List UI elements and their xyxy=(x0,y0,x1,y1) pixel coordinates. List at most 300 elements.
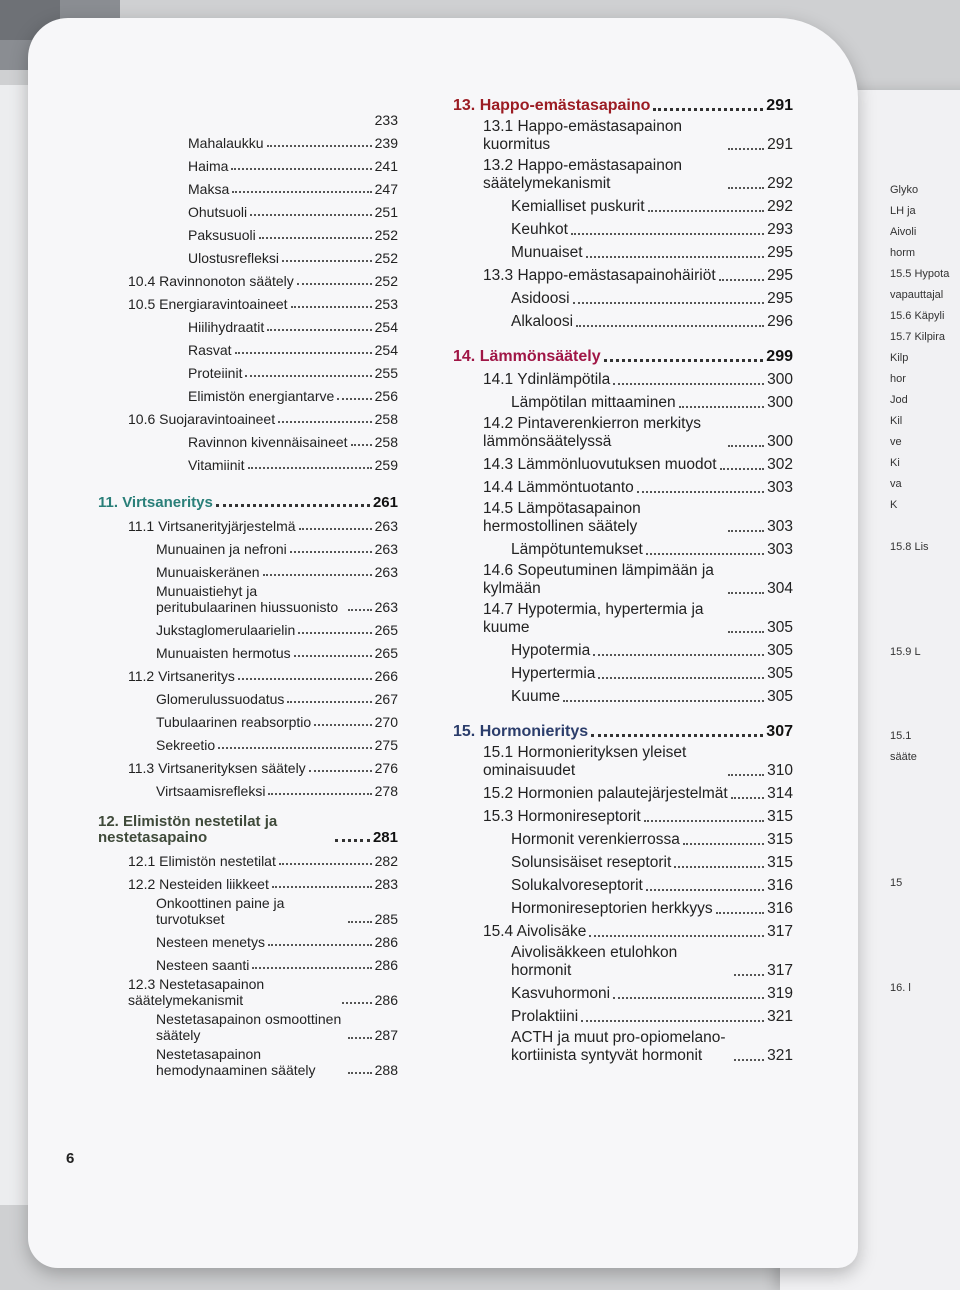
toc-entry-page: 258 xyxy=(374,434,398,450)
leader-dots xyxy=(728,148,764,150)
toc-entry-label: Alkaloosi xyxy=(511,313,574,330)
leader-dots xyxy=(653,108,763,111)
toc-entry[interactable] xyxy=(98,404,398,427)
leader-dots xyxy=(674,866,764,868)
toc-entry-page: 266 xyxy=(374,668,398,684)
toc-entry[interactable] xyxy=(453,115,793,154)
toc-entry-page: 278 xyxy=(374,783,398,799)
toc-entry[interactable] xyxy=(453,412,793,451)
toc-entry-page: 263 xyxy=(374,564,398,580)
toc-entry-page: 281 xyxy=(372,829,398,846)
leader-dots xyxy=(250,214,371,216)
leader-dots xyxy=(728,774,764,776)
toc-entry[interactable] xyxy=(453,366,793,389)
toc-entry[interactable] xyxy=(98,358,398,381)
right-page-text: 15.7 Kilpira xyxy=(890,331,946,343)
toc-entry[interactable] xyxy=(98,846,398,869)
toc-entry-page: 305 xyxy=(767,619,793,636)
toc-entry-page: 315 xyxy=(767,808,793,825)
toc-entry[interactable] xyxy=(98,753,398,776)
toc-entry-label: Glomerulussuodatus xyxy=(156,691,285,707)
toc-entry[interactable] xyxy=(453,683,793,706)
toc-entry-label: Kasvuhormoni xyxy=(511,985,611,1002)
toc-entry-label: 14.5 Lämpötasapainon hermostollinen säätely xyxy=(483,500,641,535)
leader-dots xyxy=(646,889,764,891)
toc-entry-page: 263 xyxy=(374,518,398,534)
toc-entry[interactable] xyxy=(98,534,398,557)
toc-entry-page: 261 xyxy=(372,494,398,511)
toc-entry[interactable] xyxy=(453,849,793,872)
leader-dots xyxy=(720,468,765,470)
toc-entry-page: 287 xyxy=(374,1027,398,1043)
toc-entry[interactable] xyxy=(98,661,398,684)
toc-entry[interactable] xyxy=(98,892,398,927)
leader-dots xyxy=(679,406,765,408)
toc-chapter[interactable] xyxy=(453,343,793,366)
right-page-text: 16. l xyxy=(890,982,911,994)
leader-dots xyxy=(586,256,765,258)
toc-entry-page: 295 xyxy=(767,267,793,284)
toc-entry-page: 317 xyxy=(767,962,793,979)
leader-dots xyxy=(298,632,371,634)
toc-entry[interactable] xyxy=(98,128,398,151)
toc-entry-page: 291 xyxy=(766,97,793,114)
toc-entry[interactable] xyxy=(453,803,793,826)
toc-entry[interactable] xyxy=(98,450,398,473)
toc-entry[interactable] xyxy=(453,536,793,559)
toc-entry-label: Solunsisäiset reseptorit xyxy=(511,854,672,871)
toc-entry[interactable] xyxy=(98,684,398,707)
toc-entry[interactable] xyxy=(98,557,398,580)
toc-entry-label: 11.3 Virtsanerityksen säätely xyxy=(128,760,306,776)
toc-entry[interactable] xyxy=(98,1043,398,1078)
right-page-text: Aivoli xyxy=(890,226,917,238)
toc-entry[interactable] xyxy=(98,197,398,220)
toc-left-column xyxy=(98,110,398,1078)
page-number: 6 xyxy=(66,1150,75,1167)
toc-entry-page: 283 xyxy=(374,876,398,892)
leader-dots xyxy=(719,279,764,281)
toc-entry-page: 267 xyxy=(374,691,398,707)
toc-entry-page: 265 xyxy=(374,622,398,638)
leader-dots xyxy=(342,1002,372,1004)
toc-entry[interactable] xyxy=(98,927,398,950)
toc-entry-page: 258 xyxy=(374,411,398,427)
toc-entry[interactable] xyxy=(98,511,398,534)
right-page-text: ve xyxy=(890,436,902,448)
toc-entry[interactable] xyxy=(98,615,398,638)
toc-entry-page: 263 xyxy=(374,599,398,615)
leader-dots xyxy=(268,944,372,946)
right-page-text: 15.5 Hypota xyxy=(890,268,950,280)
leader-dots xyxy=(299,528,372,530)
right-page-text: LH ja xyxy=(890,205,916,217)
toc-entry[interactable] xyxy=(98,638,398,661)
toc-entry[interactable] xyxy=(98,335,398,358)
toc-entry-label: 14.2 Pintaverenkierron merkitys lämmönsäätelyssä xyxy=(483,415,701,450)
toc-entry[interactable] xyxy=(453,826,793,849)
toc-entry-label: Maksa xyxy=(188,181,230,197)
toc-entry-page: 303 xyxy=(767,518,793,535)
toc-entry-page: 319 xyxy=(767,985,793,1002)
toc-entry-page: 304 xyxy=(767,580,793,597)
leader-dots xyxy=(593,654,764,656)
toc-chapter[interactable] xyxy=(98,811,398,846)
right-page-text xyxy=(890,936,960,957)
toc-entry-label: Ohutsuoli xyxy=(188,204,248,220)
right-page-text: 15.1 xyxy=(890,730,912,742)
leader-dots xyxy=(268,793,371,795)
toc-entry-page: 270 xyxy=(374,714,398,730)
leader-dots xyxy=(348,1037,372,1039)
leader-dots xyxy=(216,504,370,507)
toc-entry-label: 10.6 Suojaravintoaineet xyxy=(128,411,276,427)
toc-entry[interactable] xyxy=(453,239,793,262)
toc-entry-page: 253 xyxy=(374,296,398,312)
toc-entry-label: 14.4 Lämmöntuotanto xyxy=(483,479,634,496)
leader-dots xyxy=(581,1020,764,1022)
toc-entry-label: Nestetasapainon osmoottinen säätely xyxy=(156,1011,342,1043)
toc-entry-page: 300 xyxy=(767,433,793,450)
toc-entry-page: 282 xyxy=(374,853,398,869)
toc-entry-label: 13.3 Happo-emästasapainohäiriöt xyxy=(483,267,716,284)
toc-entry-label: 14. Lämmönsäätely xyxy=(453,348,601,365)
toc-entry-label: 15.4 Aivolisäke xyxy=(483,923,587,940)
right-page-text xyxy=(890,600,960,621)
toc-entry-label: 12.2 Nesteiden liikkeet xyxy=(128,876,269,892)
toc-entry-page: 255 xyxy=(374,365,398,381)
leader-dots xyxy=(272,886,372,888)
toc-entry[interactable] xyxy=(98,427,398,450)
toc-entry[interactable] xyxy=(453,980,793,1003)
toc-entry-page: 247 xyxy=(374,181,398,197)
toc-entry-label: Munuaisten hermotus xyxy=(156,645,291,661)
toc-entry[interactable] xyxy=(98,151,398,174)
toc-entry-page: 293 xyxy=(767,221,793,238)
toc-entry-label: Ulostusrefleksi xyxy=(188,250,280,266)
toc-entry-label: Prolaktiini xyxy=(511,1008,579,1025)
leader-dots xyxy=(637,491,764,493)
toc-entry-label: Vitamiinit xyxy=(188,457,245,473)
leader-dots xyxy=(294,655,372,657)
toc-entry-label: Munuaistiehyt ja peritubulaarinen hiussuonisto xyxy=(156,583,339,615)
toc-entry-page: 275 xyxy=(374,737,398,753)
toc-entry-page: 315 xyxy=(767,831,793,848)
leader-dots xyxy=(648,210,765,212)
leader-dots xyxy=(252,967,371,969)
right-page-text xyxy=(890,810,960,831)
toc-entry-label: Asidoosi xyxy=(511,290,570,307)
leader-dots xyxy=(644,820,764,822)
toc-entry-label: 12. Elimistön nestetilat ja nestetasapaino xyxy=(98,813,278,846)
leader-dots xyxy=(728,592,764,594)
toc-entry-page: 276 xyxy=(374,760,398,776)
right-page-text: Jod xyxy=(890,394,908,406)
toc-entry[interactable] xyxy=(98,730,398,753)
toc-chapter[interactable] xyxy=(98,485,398,511)
right-page-text xyxy=(890,831,960,852)
toc-entry-page: 288 xyxy=(374,1062,398,1078)
toc-entry-page: 233 xyxy=(374,112,398,128)
toc-entry[interactable] xyxy=(98,381,398,404)
toc-entry-label: 13.2 Happo-emästasapainon säätelymekanismit xyxy=(483,157,683,192)
right-page-text: 15.8 Lis xyxy=(890,541,929,553)
leader-dots xyxy=(728,530,764,532)
toc-entry-page: 263 xyxy=(374,541,398,557)
toc-entry-page: 292 xyxy=(767,198,793,215)
toc-entry-label: Lämpötuntemukset xyxy=(511,541,643,558)
toc-entry-label: 11.2 Virtsaneritys xyxy=(128,668,235,684)
leader-dots xyxy=(245,375,371,377)
toc-entry[interactable] xyxy=(98,1008,398,1043)
toc-entry-label: Solukalvoreseptorit xyxy=(511,877,643,894)
leader-dots xyxy=(267,145,372,147)
toc-entry-page: 300 xyxy=(767,394,793,411)
leader-dots xyxy=(573,302,765,304)
toc-entry-label: 14.1 Ydinlämpötila xyxy=(483,371,611,388)
toc-entry-label: Hormonit verenkierrossa xyxy=(511,831,680,848)
toc-entry-label: 11. Virtsaneritys xyxy=(98,494,213,511)
right-page-text xyxy=(890,558,960,579)
toc-entry-page: 259 xyxy=(374,457,398,473)
leader-dots xyxy=(598,677,764,679)
leader-dots xyxy=(646,553,764,555)
leader-dots xyxy=(248,467,372,469)
toc-entry[interactable] xyxy=(98,312,398,335)
toc-entry-page: 321 xyxy=(767,1047,793,1064)
leader-dots xyxy=(683,843,764,845)
leader-dots xyxy=(231,168,371,170)
toc-entry-page: 252 xyxy=(374,250,398,266)
toc-entry[interactable] xyxy=(453,285,793,308)
leader-dots xyxy=(716,912,765,914)
leader-dots xyxy=(348,921,372,923)
toc-entry[interactable] xyxy=(453,193,793,216)
leader-dots xyxy=(267,329,371,331)
toc-entry-label: Virtsaamisrefleksi xyxy=(156,783,266,799)
leader-dots xyxy=(591,734,763,737)
toc-entry[interactable] xyxy=(453,780,793,803)
toc-entry-label: Haima xyxy=(188,158,229,174)
toc-entry-page: 265 xyxy=(374,645,398,661)
toc-entry[interactable] xyxy=(453,918,793,941)
right-page-text: 15.9 L xyxy=(890,646,921,658)
toc-entry-label: 13. Happo-emästasapaino xyxy=(453,97,651,114)
toc-entry-page: 251 xyxy=(374,204,398,220)
toc-entry-label: Nestetasapainon hemodynaaminen säätely xyxy=(156,1046,316,1078)
toc-entry[interactable] xyxy=(453,637,793,660)
right-page-text: 15.6 Käpyli xyxy=(890,310,945,322)
toc-entry-page: 316 xyxy=(767,900,793,917)
toc-entry-page: 302 xyxy=(767,456,793,473)
toc-entry-page: 252 xyxy=(374,273,398,289)
toc-middle-column xyxy=(453,80,793,1065)
toc-entry-page: 291 xyxy=(767,136,793,153)
toc-entry[interactable] xyxy=(453,741,793,780)
right-page-text: 15 xyxy=(890,877,903,889)
toc-entry[interactable] xyxy=(98,973,398,1008)
toc-entry-page: 316 xyxy=(767,877,793,894)
leader-dots xyxy=(263,574,372,576)
leader-dots xyxy=(571,233,764,235)
toc-entry-label: 14.3 Lämmönluovutuksen muodot xyxy=(483,456,717,473)
leader-dots xyxy=(734,1059,764,1061)
right-page-text xyxy=(890,789,960,810)
toc-entry[interactable] xyxy=(98,174,398,197)
leader-dots xyxy=(734,974,764,976)
right-page-text xyxy=(890,957,960,978)
toc-entry-label: Kuume xyxy=(511,688,561,705)
right-page-text xyxy=(890,663,960,684)
toc-entry-label: Sekreetio xyxy=(156,737,216,753)
toc-entry[interactable] xyxy=(453,1026,793,1065)
toc-entry[interactable] xyxy=(98,266,398,289)
right-page-text: Ki xyxy=(890,457,900,469)
toc-entry-page: 314 xyxy=(767,785,793,802)
toc-entry[interactable] xyxy=(453,1003,793,1026)
toc-entry-label: 15.1 Hormonierityksen yleiset ominaisuudet xyxy=(483,744,687,779)
leader-dots xyxy=(589,935,764,937)
toc-entry-page: 305 xyxy=(767,688,793,705)
toc-entry-page: 292 xyxy=(767,175,793,192)
toc-entry-page: 317 xyxy=(767,923,793,940)
leader-dots xyxy=(576,325,764,327)
toc-entry[interactable] xyxy=(98,580,398,615)
toc-entry-page: 286 xyxy=(374,992,398,1008)
right-page-text xyxy=(890,894,960,915)
leader-dots xyxy=(282,260,372,262)
right-page-text: Kil xyxy=(890,415,903,427)
toc-entry-label: Aivolisäkkeen etulohkon hormonit xyxy=(511,944,678,979)
toc-entry-label: 15. Hormonieritys xyxy=(453,723,589,740)
leader-dots xyxy=(728,445,764,447)
toc-entry-page: 286 xyxy=(374,957,398,973)
toc-entry-label: 10.5 Energiaravintoaineet xyxy=(128,296,288,312)
leader-dots xyxy=(348,1072,372,1074)
leader-dots xyxy=(613,997,764,999)
toc-chapter[interactable] xyxy=(453,92,793,115)
toc-entry-label: Jukstaglomerulaarielin xyxy=(156,622,296,638)
leader-dots xyxy=(731,797,764,799)
toc-entry[interactable] xyxy=(453,216,793,239)
right-page-text xyxy=(890,579,960,600)
right-page-text: hor xyxy=(890,373,906,385)
right-page-text: Kilp xyxy=(890,352,909,364)
toc-entry-page: 295 xyxy=(767,290,793,307)
toc-entry[interactable] xyxy=(453,389,793,412)
leader-dots xyxy=(235,352,372,354)
toc-entry-label: Keuhkot xyxy=(511,221,568,238)
right-page-text: K xyxy=(890,499,898,511)
leader-dots xyxy=(309,770,372,772)
toc-entry[interactable] xyxy=(453,660,793,683)
right-page-text xyxy=(890,516,960,537)
right-page-text: horm xyxy=(890,247,916,259)
toc-entry[interactable] xyxy=(453,598,793,637)
leader-dots xyxy=(351,444,372,446)
toc-entry[interactable] xyxy=(453,474,793,497)
toc-entry[interactable] xyxy=(453,872,793,895)
right-page-text xyxy=(890,768,960,789)
toc-page-ref xyxy=(98,110,398,128)
toc-entry-page: 295 xyxy=(767,244,793,261)
toc-page xyxy=(28,18,858,1268)
leader-dots xyxy=(335,839,370,842)
toc-entry-page: 310 xyxy=(767,762,793,779)
right-page-text: vapauttajal xyxy=(890,289,944,301)
toc-entry-label: Tubulaarinen reabsorptio xyxy=(156,714,312,730)
leader-dots xyxy=(259,237,372,239)
toc-entry-page: 321 xyxy=(767,1008,793,1025)
toc-entry[interactable] xyxy=(453,308,793,331)
toc-entry[interactable] xyxy=(98,869,398,892)
toc-entry-page: 315 xyxy=(767,854,793,871)
leader-dots xyxy=(238,678,372,680)
toc-entry[interactable] xyxy=(98,950,398,973)
leader-dots xyxy=(728,631,764,633)
leader-dots xyxy=(291,306,372,308)
toc-entry-page: 296 xyxy=(767,313,793,330)
toc-entry[interactable] xyxy=(453,451,793,474)
toc-entry[interactable] xyxy=(453,497,793,536)
toc-entry[interactable] xyxy=(453,559,793,598)
toc-entry[interactable] xyxy=(98,707,398,730)
toc-entry-page: 252 xyxy=(374,227,398,243)
toc-entry-label: ACTH ja muut pro-opiomelano-kortiinista syntyvät hormonit xyxy=(511,1029,726,1064)
toc-entry-label: 15.3 Hormonireseptorit xyxy=(483,808,641,825)
toc-entry-page: 239 xyxy=(374,135,398,151)
toc-entry-page: 307 xyxy=(766,723,793,740)
toc-entry[interactable] xyxy=(98,220,398,243)
toc-entry-page: 303 xyxy=(767,479,793,496)
toc-entry-label: Lämpötilan mittaaminen xyxy=(511,394,676,411)
toc-entry[interactable] xyxy=(453,154,793,193)
toc-entry-label: Elimistön energiantarve xyxy=(188,388,335,404)
toc-entry-page: 305 xyxy=(767,665,793,682)
toc-entry[interactable] xyxy=(453,895,793,918)
toc-entry-page: 254 xyxy=(374,342,398,358)
toc-entry-label: 12.3 Nestetasapainon säätelymekanismit xyxy=(128,976,265,1008)
toc-entry[interactable] xyxy=(453,262,793,285)
toc-entry-label: 10.4 Ravinnonoton säätely xyxy=(128,273,294,289)
toc-entry-label: 14.7 Hypotermia, hypertermia ja kuume xyxy=(483,601,704,636)
toc-entry-page: 303 xyxy=(767,541,793,558)
toc-entry[interactable] xyxy=(98,776,398,799)
right-page-text xyxy=(890,705,960,726)
leader-dots xyxy=(297,283,372,285)
toc-entry[interactable] xyxy=(98,289,398,312)
right-page-text xyxy=(890,684,960,705)
leader-dots xyxy=(314,724,372,726)
toc-entry-label: Ravinnon kivennäisaineet xyxy=(188,434,348,450)
right-page-text: sääte xyxy=(890,751,917,763)
toc-entry-page: 299 xyxy=(766,348,793,365)
toc-chapter[interactable] xyxy=(453,718,793,741)
toc-entry-label: Munuainen ja nefroni xyxy=(156,541,287,557)
leader-dots xyxy=(613,383,764,385)
leader-dots xyxy=(728,187,764,189)
leader-dots xyxy=(290,551,372,553)
leader-dots xyxy=(348,609,372,611)
toc-entry-label: 11.1 Virtsanerityjärjestelmä xyxy=(128,518,296,534)
toc-entry[interactable] xyxy=(98,243,398,266)
toc-entry[interactable] xyxy=(453,941,793,980)
toc-entry-label: Hypertermia xyxy=(511,665,596,682)
toc-entry-label: Nesteen menetys xyxy=(156,934,265,950)
right-page-text: va xyxy=(890,478,902,490)
right-page-fragment xyxy=(890,180,960,999)
leader-dots xyxy=(287,701,371,703)
